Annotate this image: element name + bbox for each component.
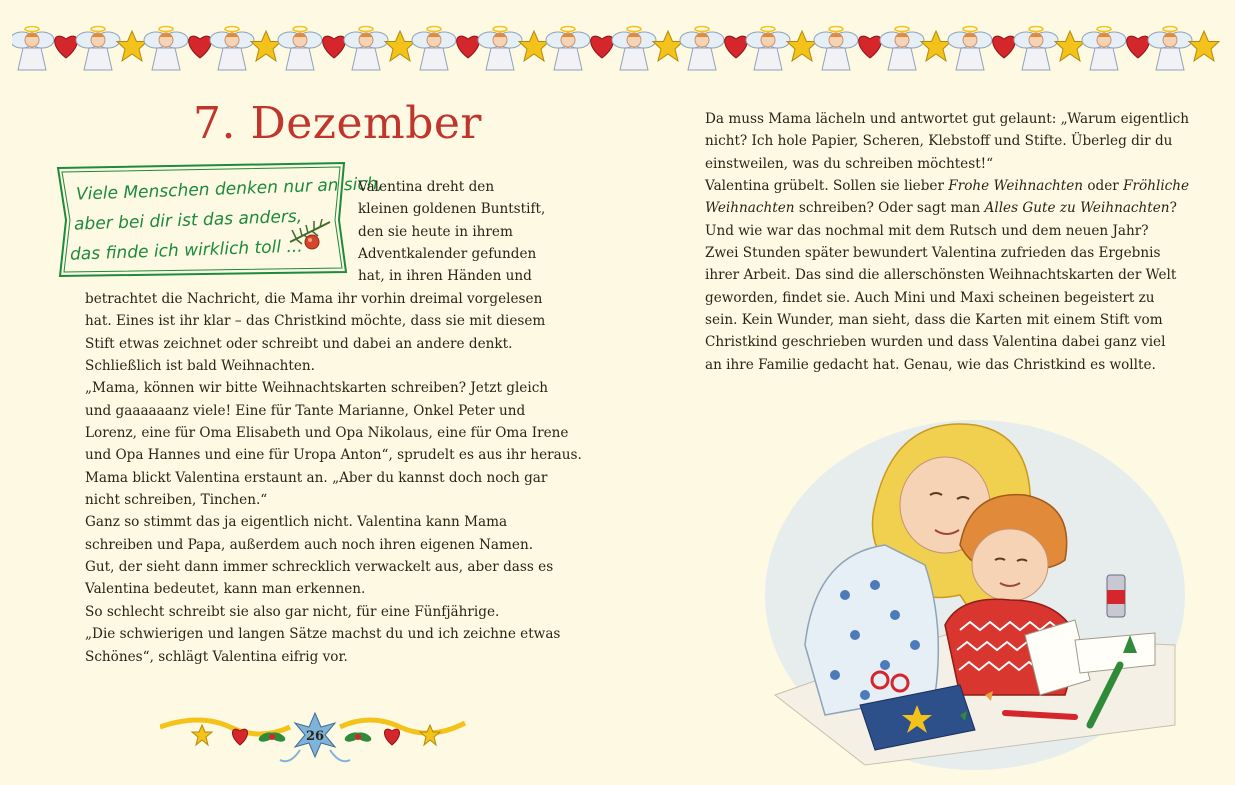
angel-icon xyxy=(880,27,924,71)
text-line: den sie heute in ihrem xyxy=(358,223,513,240)
angel-icon xyxy=(814,27,858,71)
text-line xyxy=(705,331,1189,353)
text-line: Mama blickt Valentina erstaunt an. „Aber du kannst doch noch gar xyxy=(85,469,548,486)
star-icon xyxy=(1189,31,1219,61)
heart-icon xyxy=(189,36,212,58)
text-segment: nicht? Ich hole Papier, Scheren, Klebstoff und Stifte. Überleg dir du xyxy=(705,133,1173,150)
angel-icon xyxy=(278,27,322,71)
text-line xyxy=(705,242,1189,264)
italic-title: Frohe Weihnachten xyxy=(948,178,1084,195)
text-line xyxy=(705,220,1189,242)
text-line xyxy=(705,108,1189,130)
text-line: und Opa Hannes und eine für Uropa Anton“, sprudelt es aus ihr heraus. xyxy=(85,447,582,464)
text-segment: schreiben? Oder sagt man xyxy=(794,200,985,217)
text-line xyxy=(705,153,1189,175)
text-line: „Mama, können wir bitte Weihnachtskarten schreiben? Jetzt gleich xyxy=(85,380,549,397)
angel-icon xyxy=(144,27,188,71)
text-segment: Und wie war das nochmal mit dem Rutsch und dem neuen Jahr? xyxy=(705,222,1149,239)
quote-text xyxy=(69,173,384,265)
heart-icon xyxy=(457,36,480,58)
text-line xyxy=(705,197,1189,219)
text-line: Stift etwas zeichnet oder schreibt und dabei an andere denkt. xyxy=(85,335,513,352)
angel-icon xyxy=(612,27,656,71)
text-line: „Die schwierigen und langen Sätze machst du und ich zeichne etwas xyxy=(85,626,561,643)
text-line: Schließlich ist bald Weihnachten. xyxy=(85,358,315,375)
page-number-ornament xyxy=(160,705,470,775)
text-line: Valentina bedeutet, kann man erkennen. xyxy=(85,581,366,598)
star-icon xyxy=(251,31,281,61)
text-line: So schlecht schreibt sie also gar nicht, für eine Fünfjährige. xyxy=(85,603,500,620)
angel-icon xyxy=(210,27,254,71)
text-line: Schönes“, schlägt Valentina eifrig vor. xyxy=(85,648,348,665)
text-line xyxy=(705,354,1189,376)
text-line: kleinen goldenen Buntstift, xyxy=(358,201,546,218)
heart-icon xyxy=(1127,36,1150,58)
star-icon xyxy=(192,725,212,745)
heart-icon xyxy=(55,36,78,58)
text-segment: einstweilen, was du schreiben möchtest!“ xyxy=(705,155,994,172)
heart-icon xyxy=(384,729,399,745)
star-icon xyxy=(385,31,415,61)
text-segment: sein. Kein Wunder, man sieht, dass die Karten mit einem Stift vom xyxy=(705,312,1163,329)
angel-icon xyxy=(546,27,590,71)
text-segment: ? xyxy=(1169,200,1177,217)
italic-title: Alles Gute zu Weihnachten xyxy=(984,200,1170,217)
text-line: Ganz so stimmt das ja eigentlich nicht. Valentina kann Mama xyxy=(85,514,508,531)
text-line xyxy=(705,309,1189,331)
text-segment: oder xyxy=(1083,178,1124,195)
text-line xyxy=(705,130,1189,152)
heart-icon xyxy=(725,36,748,58)
angel-icon xyxy=(412,27,456,71)
heart-icon xyxy=(323,36,346,58)
text-line: Valentina dreht den xyxy=(358,179,495,195)
text-line: schreiben und Papa, außerdem auch noch ihren eigenen Namen. xyxy=(85,536,534,553)
angel-icon xyxy=(12,27,54,71)
decorative-border-top xyxy=(12,14,1224,78)
text-line: hat, in ihren Händen und xyxy=(358,268,532,285)
left-wrap-text xyxy=(358,176,545,288)
angel-icon xyxy=(1148,27,1192,71)
text-line: Gut, der sieht dann immer schrecklich verwackelt aus, aber dass es xyxy=(85,559,554,576)
text-segment: ihrer Arbeit. Das sind die allerschönsten Weihnachtskarten der Welt xyxy=(705,267,1177,284)
star-icon xyxy=(1055,31,1085,61)
text-line xyxy=(705,264,1189,286)
heart-icon xyxy=(993,36,1016,58)
angel-icon xyxy=(948,27,992,71)
angel-icon xyxy=(680,27,724,71)
star-icon xyxy=(519,31,549,61)
italic-title: Fröhliche xyxy=(1123,178,1190,195)
text-line: Adventkalender gefunden xyxy=(358,246,537,263)
angel-icon xyxy=(746,27,790,71)
quote-line: das finde ich wirklich toll ... xyxy=(69,236,303,265)
text-segment: geworden, findet sie. Auch Mini und Maxi scheinen begeistert zu xyxy=(705,289,1155,306)
illustration-mother-child-cards xyxy=(745,395,1185,775)
text-line: und gaaaaaanz viele! Eine für Tante Marianne, Onkel Peter und xyxy=(85,402,526,419)
angel-icon xyxy=(76,27,120,71)
quote-line: Viele Menschen denken nur an sich, xyxy=(75,173,384,205)
heart-icon xyxy=(591,36,614,58)
text-line: betrachtet die Nachricht, die Mama ihr vorhin dreimal vorgelesen xyxy=(85,291,543,307)
text-segment: Zwei Stunden später bewundert Valentina zufrieden das Ergebnis xyxy=(705,245,1161,262)
left-main-text xyxy=(85,288,582,668)
star-icon xyxy=(420,725,440,745)
angel-icon xyxy=(1082,27,1126,71)
star-icon xyxy=(921,31,951,61)
star-icon xyxy=(787,31,817,61)
text-line: Lorenz, eine für Oma Elisabeth und Opa Nikolaus, eine für Oma Irene xyxy=(85,425,569,442)
text-segment: an ihre Familie gedacht hat. Genau, wie das Christkind es wollte. xyxy=(705,356,1156,373)
heart-icon xyxy=(232,729,247,745)
text-segment: Da muss Mama lächeln und antwortet gut gelaunt: „Warum eigentlich xyxy=(705,111,1189,127)
text-segment: Christkind geschrieben wurden und dass Valentina dabei ganz viel xyxy=(705,334,1166,351)
page-number: 26 xyxy=(305,729,325,744)
holly-icon xyxy=(343,731,372,744)
quote-line: aber bei dir ist das anders, xyxy=(73,206,303,235)
text-line xyxy=(705,287,1189,309)
page-title: 7. Dezember xyxy=(193,98,482,149)
angel-icon xyxy=(344,27,388,71)
angel-icon xyxy=(1014,27,1058,71)
star-icon xyxy=(117,31,147,61)
text-line xyxy=(705,175,1189,197)
star-icon xyxy=(653,31,683,61)
text-segment: Valentina grübelt. Sollen sie lieber xyxy=(705,178,949,195)
heart-icon xyxy=(859,36,882,58)
text-line: hat. Eines ist ihr klar – das Christkind möchte, dass sie mit diesem xyxy=(85,313,546,330)
right-column-text xyxy=(705,108,1189,376)
italic-title: Weihnachten xyxy=(705,200,795,217)
text-line: nicht schreiben, Tinchen.“ xyxy=(85,492,268,509)
angel-icon xyxy=(478,27,522,71)
